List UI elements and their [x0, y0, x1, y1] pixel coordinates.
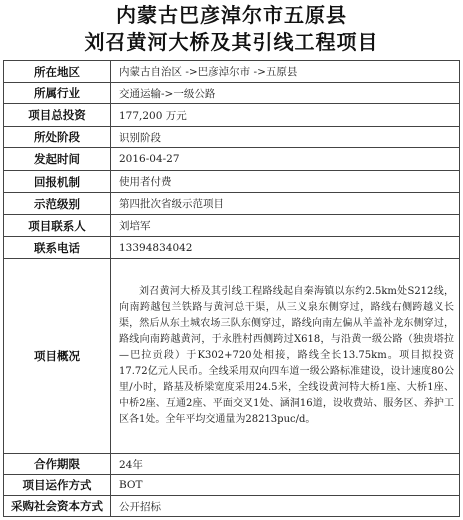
- label-operation-mode: 项目运作方式: [4, 475, 111, 496]
- row-procurement-method: [4, 496, 460, 517]
- row-overview: [4, 259, 460, 454]
- label-start-date: 发起时间: [4, 148, 111, 171]
- value-total-investment: 177,200 万元: [111, 104, 460, 127]
- row-stage: [4, 127, 460, 148]
- value-overview: 刘召黄河大桥及其引线工程路线起自秦海镇以东约2.5km处S212线，向南跨越包兰铁路与黄河总干渠，从三义泉东侧穿过，路线右侧跨越义长渠，然后从东土城农场三队东侧穿过，路线向南左偏从羊盖补龙东侧穿过，路线向南跨越黄河，于永胜村西侧跨过X618，与沿黄一级公路（独贵塔拉—巴拉贡段）于K302+720处相接，路线全长13.75km。项目拟投资17.72亿元人民币。全线采用双向四车道一级公路标准建设，设计速度80公里/小时，路基及桥梁宽度采用24.5米，全线设黄河特大桥1座、大桥1座、中桥2座、互通2座、平面交叉1处、涵洞16道，设收费站、服务区、养护工区各1处。全年平均交通量为28213puc/d。: [111, 259, 460, 454]
- label-phone: 联系电话: [4, 237, 111, 259]
- label-overview: 项目概况: [4, 259, 111, 454]
- label-cooperation-period: 合作期限: [4, 454, 111, 475]
- value-return-mechanism: 使用者付费: [111, 171, 460, 193]
- value-cooperation-period: 24年: [111, 454, 460, 475]
- document-title: [3, 2, 460, 57]
- row-return-mechanism: [4, 171, 460, 193]
- label-contact-person: 项目联系人: [4, 215, 111, 237]
- row-demo-level: [4, 193, 460, 215]
- label-return-mechanism: 回报机制: [4, 171, 111, 193]
- value-industry: 交通运输->一级公路: [111, 83, 460, 104]
- value-region: 内蒙古自治区 ->巴彦淖尔市 ->五原县: [111, 61, 460, 83]
- label-stage: 所处阶段: [4, 127, 111, 148]
- value-procurement-method: 公开招标: [111, 496, 460, 517]
- title-line-project: 刘召黄河大桥及其引线工程项目: [84, 30, 379, 54]
- row-region: [4, 61, 460, 83]
- row-start-date: [4, 148, 460, 171]
- project-info-table: [3, 60, 460, 517]
- label-industry: 所属行业: [4, 83, 111, 104]
- value-contact-person: 刘培军: [111, 215, 460, 237]
- value-stage: 识别阶段: [111, 127, 460, 148]
- label-region: 所在地区: [4, 61, 111, 83]
- label-demo-level: 示范级别: [4, 193, 111, 215]
- value-start-date: 2016-04-27: [111, 148, 460, 171]
- label-total-investment: 项目总投资: [4, 104, 111, 127]
- row-cooperation-period: [4, 454, 460, 475]
- value-demo-level: 第四批次省级示范项目: [111, 193, 460, 215]
- row-total-investment: [4, 104, 460, 127]
- label-procurement-method: 采购社会资本方式: [4, 496, 111, 517]
- row-industry: [4, 83, 460, 104]
- value-phone: 13394834042: [111, 237, 460, 259]
- value-operation-mode: BOT: [111, 475, 460, 496]
- row-operation-mode: [4, 475, 460, 496]
- title-line-region: 内蒙古巴彦淖尔市五原县: [116, 3, 347, 27]
- row-phone: [4, 237, 460, 259]
- row-contact-person: [4, 215, 460, 237]
